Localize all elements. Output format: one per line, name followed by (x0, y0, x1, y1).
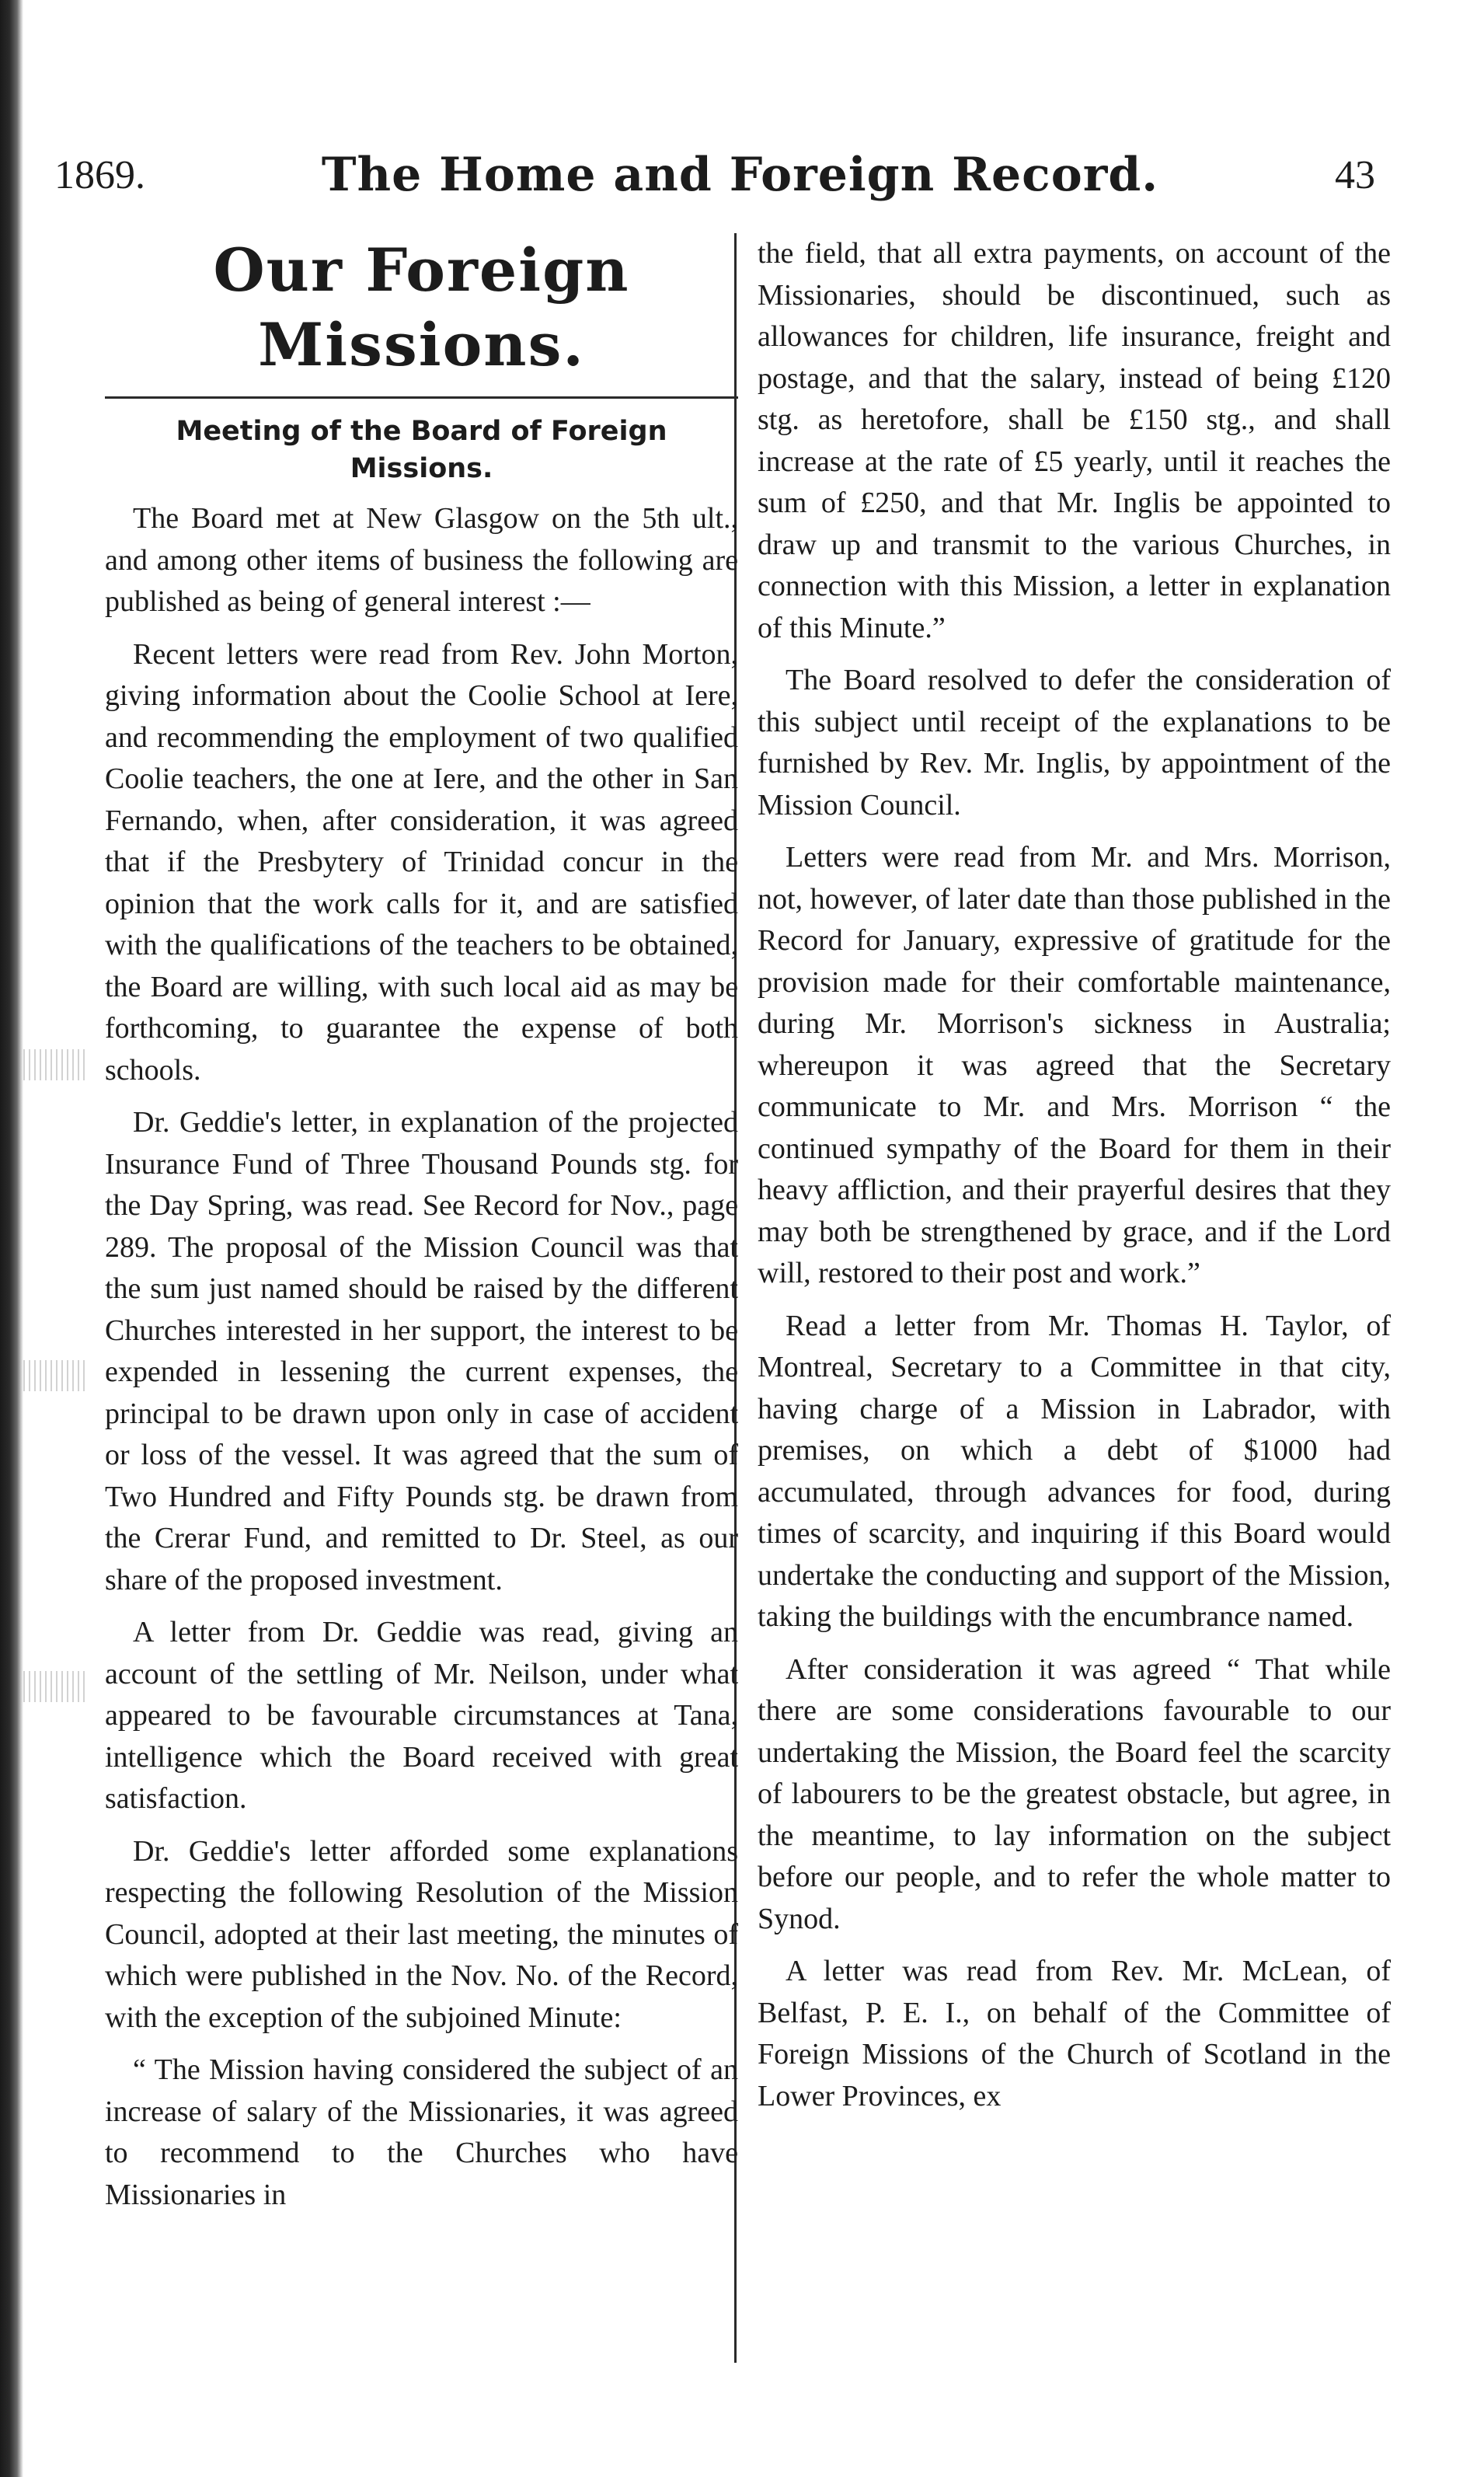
paragraph: A letter was read from Rev. Mr. McLean, of Belfast, P. E. I., on behalf of the Committee of Foreign Missions of the Church of Scotland in the Lower Provinces, ex (758, 1955, 1391, 2112)
right-column (758, 233, 1391, 2128)
header-year: 1869. (54, 152, 145, 197)
paragraph: The Board resolved to defer the consideration of this subject until receipt of the explanations to be furnished by Rev. Mr. Inglis, by appointment of the Mission Council. (758, 664, 1391, 822)
paragraph: Letters were read from Mr. and Mrs. Morrison, not, however, of later date than those published in the Record for January, expressive of gratitude for the provision made for their comfortable maintenance, during Mr. Morrison's sickness in Australia; whereupon it was agreed that the Secretary communicate to Mr. and Mrs. Morrison “ the continued sympathy of the Board for them in their heavy affliction, and their prayerful desires that they may both be strengthened by grace, and if the Lord will, restored to their post and work.” (758, 841, 1391, 1289)
page-number: 43 (1334, 152, 1375, 197)
page-binding-edge (0, 0, 23, 2477)
scan-artifact (23, 1671, 85, 1702)
section-title: Our Foreign Missions. (213, 235, 630, 379)
running-header (54, 140, 1375, 210)
left-column (105, 233, 738, 2227)
paragraph: Recent letters were read from Rev. John Morton, giving information about the Coolie School at Iere, and recommending the employment of two qualified Coolie teachers, the one at Iere, and the other in San Fernando, when, after consideration, it was agreed that if the Presbytery of Trinidad concur in the opinion that the work calls for it, and are satisfied with the qualifications of the teachers to be obtained, the Board are willing, with such local aid as may be forthcoming, to guarantee the expense of both schools. (105, 637, 738, 1087)
article-title (105, 396, 738, 487)
paragraph: A letter from Dr. Geddie was read, giving an account of the settling of Mr. Neilson, under what appeared to be favourable circumstances at Tana, intelligence which the Board received with great satisfaction. (105, 1616, 738, 1815)
paragraph: Dr. Geddie's letter afforded some explanations respecting the following Resolution of the Mission Council, adopted at their last meeting, the minutes of which were published in the Nov. No. of the Record, with the exception of the subjoined Minute: (105, 1834, 738, 2034)
scan-artifact (23, 1360, 85, 1391)
scan-artifact (23, 1049, 85, 1080)
header-title: The Home and Foreign Record. (321, 148, 1159, 202)
article-title-text: Meeting of the Board of Foreign Missions. (176, 416, 667, 484)
paragraph: After consideration it was agreed “ That while there are some considerations favourable to our undertaking the Mission, the Board feel the scarcity of labourers to be the greatest obstacle, but agree, in the meantime, to lay information on the subject before our people, and to refer the whole matter to Synod. (758, 1652, 1391, 1935)
paragraph: Read a letter from Mr. Thomas H. Taylor, of Montreal, Secretary to a Committee in that city, having charge of a Mission in Labrador, with premises, on which a debt of $1000 had accumulated, through advances for food, during times of scarcity, and inquiring if this Board would undertake the conducting and support of the Mission, taking the buildings with the encumbrance named. (758, 1309, 1391, 1633)
paragraph: the field, that all extra payments, on account of the Missionaries, should be discontinued, such as allowances for children, life insurance, freight and postage, and that the salary, instead of being £120 stg. as heretofore, shall be £150 stg., and shall increase at the rate of £5 yearly, until it reaches the sum of £250, and that Mr. Inglis be appointed to draw up and transmit to the various Churches, in connection with this Mission, a letter in explanation of this Minute.” (758, 237, 1391, 644)
paragraph: The Board met at New Glasgow on the 5th ult., and among other items of business the following are published as being of general interest :— (105, 502, 738, 618)
paragraph: “ The Mission having considered the subject of an increase of salary of the Missionaries, it was agreed to recommend to the Churches who have Missionaries in (105, 2053, 738, 2211)
paragraph: Dr. Geddie's letter, in explanation of the projected Insurance Fund of Three Thousand Pounds stg. for the Day Spring, was read. See Record for Nov., page 289. The proposal of the Mission Council was that the sum just named should be raised by the different Churches interested in her support, the interest to be expended in lessening the current expenses, the principal to be drawn upon only in case of accident or loss of the vessel. It was agreed that the sum of Two Hundred and Fifty Pounds stg. be drawn from the Crerar Fund, and remitted to Dr. Steel, as our share of the proposed investment. (105, 1106, 738, 1596)
